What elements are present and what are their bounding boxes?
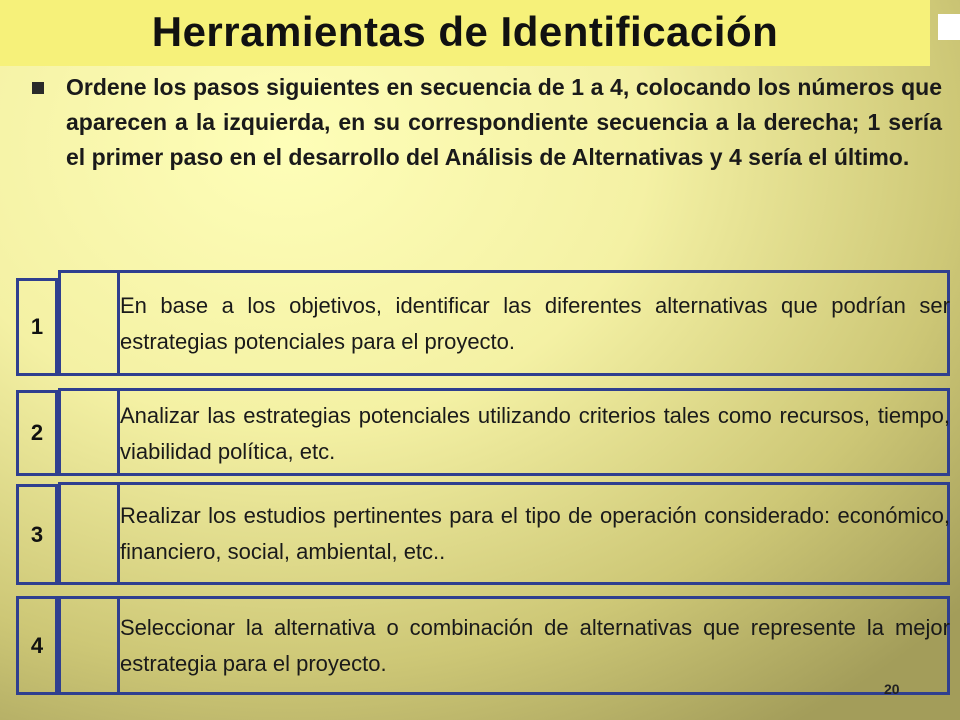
- bullet-square-icon: [32, 82, 44, 94]
- corner-decoration: [938, 14, 960, 40]
- step-number-1[interactable]: 1: [16, 278, 58, 376]
- instruction-text: Ordene los pasos siguientes en secuencia de 1 a 4, colocando los números que aparecen a la izquierda, en su correspondiente secuencia a la derecha; 1 sería el primer paso en el desarrollo del Análisis de Alternativas y 4 sería el último.: [66, 74, 942, 170]
- step-number-4[interactable]: 4: [16, 596, 58, 695]
- step-text-2: Analizar las estrategias potenciales utilizando criterios tales como recursos, tiempo, viabilidad política, etc.: [120, 403, 950, 464]
- slide-title: Herramientas de Identificación: [151, 8, 779, 55]
- step-number-2[interactable]: 2: [16, 390, 58, 476]
- step-text-1: En base a los objetivos, identificar las diferentes alternativas que podrían ser estrategias potenciales para el proyecto.: [120, 293, 950, 354]
- step-text-4: Seleccionar la alternativa o combinación de alternativas que represente la mejor estrategia para el proyecto.: [120, 615, 950, 676]
- page-number: 20: [884, 681, 900, 697]
- step-text-3: Realizar los estudios pertinentes para el tipo de operación considerado: económico, financiero, social, ambiental, etc..: [120, 503, 950, 564]
- step-number-3[interactable]: 3: [16, 484, 58, 585]
